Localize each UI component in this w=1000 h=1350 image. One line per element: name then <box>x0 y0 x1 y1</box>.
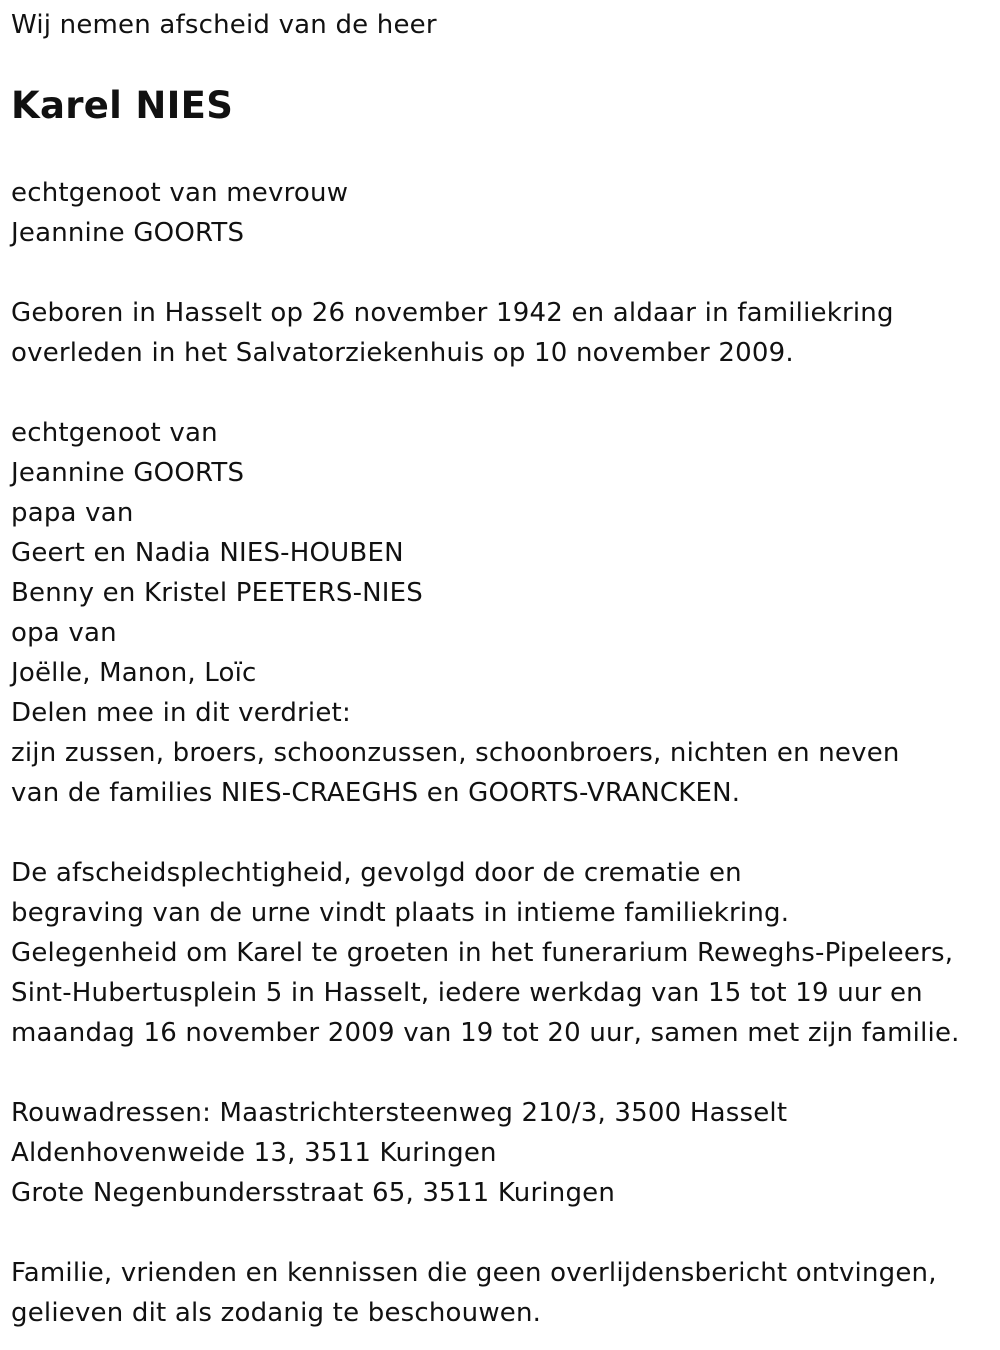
spouse-block <box>11 173 348 253</box>
notice-line: Familie, vrienden en kennissen die geen overlijdensbericht ontvingen, <box>11 1258 937 1288</box>
birth-death-line: overleden in het Salvatorziekenhuis op 10 november 2009. <box>11 338 794 368</box>
family-line: echtgenoot van <box>11 418 218 448</box>
address-line: Rouwadressen: Maastrichtersteenweg 210/3, 3500 Hasselt <box>11 1098 788 1128</box>
notice-block <box>11 1253 937 1333</box>
notice-line: gelieven dit als zodanig te beschouwen. <box>11 1298 542 1328</box>
family-block <box>11 413 900 813</box>
ceremony-block <box>11 853 960 1053</box>
ceremony-line: maandag 16 november 2009 van 19 tot 20 uur, samen met zijn familie. <box>11 1018 960 1048</box>
spouse-line: Jeannine GOORTS <box>11 218 245 248</box>
address-block <box>11 1093 787 1213</box>
address-line: Grote Negenbundersstraat 65, 3511 Kuringen <box>11 1178 616 1208</box>
deceased-name: Karel NIES <box>11 84 234 127</box>
birth-death-block <box>11 293 894 373</box>
spouse-line: echtgenoot van mevrouw <box>11 178 349 208</box>
ceremony-line: De afscheidsplechtigheid, gevolgd door de crematie en <box>11 858 742 888</box>
ceremony-line: Sint-Hubertusplein 5 in Hasselt, iedere werkdag van 15 tot 19 uur en <box>11 978 923 1008</box>
address-line: Aldenhovenweide 13, 3511 Kuringen <box>11 1138 497 1168</box>
ceremony-line: Gelegenheid om Karel te groeten in het funerarium Reweghs-Pipeleers, <box>11 938 954 968</box>
family-line: van de families NIES-CRAEGHS en GOORTS-VRANCKEN. <box>11 778 741 808</box>
family-line: Geert en Nadia NIES-HOUBEN <box>11 538 404 568</box>
family-line: opa van <box>11 618 117 648</box>
family-line: Jeannine GOORTS <box>11 458 245 488</box>
intro-text: Wij nemen afscheid van de heer <box>11 10 437 40</box>
family-line: zijn zussen, broers, schoonzussen, schoonbroers, nichten en neven <box>11 738 900 768</box>
family-line: Benny en Kristel PEETERS-NIES <box>11 578 424 608</box>
birth-death-line: Geboren in Hasselt op 26 november 1942 en aldaar in familiekring <box>11 298 894 328</box>
family-line: papa van <box>11 498 134 528</box>
family-line: Joëlle, Manon, Loïc <box>11 658 257 688</box>
family-line: Delen mee in dit verdriet: <box>11 698 351 728</box>
ceremony-line: begraving van de urne vindt plaats in intieme familiekring. <box>11 898 790 928</box>
